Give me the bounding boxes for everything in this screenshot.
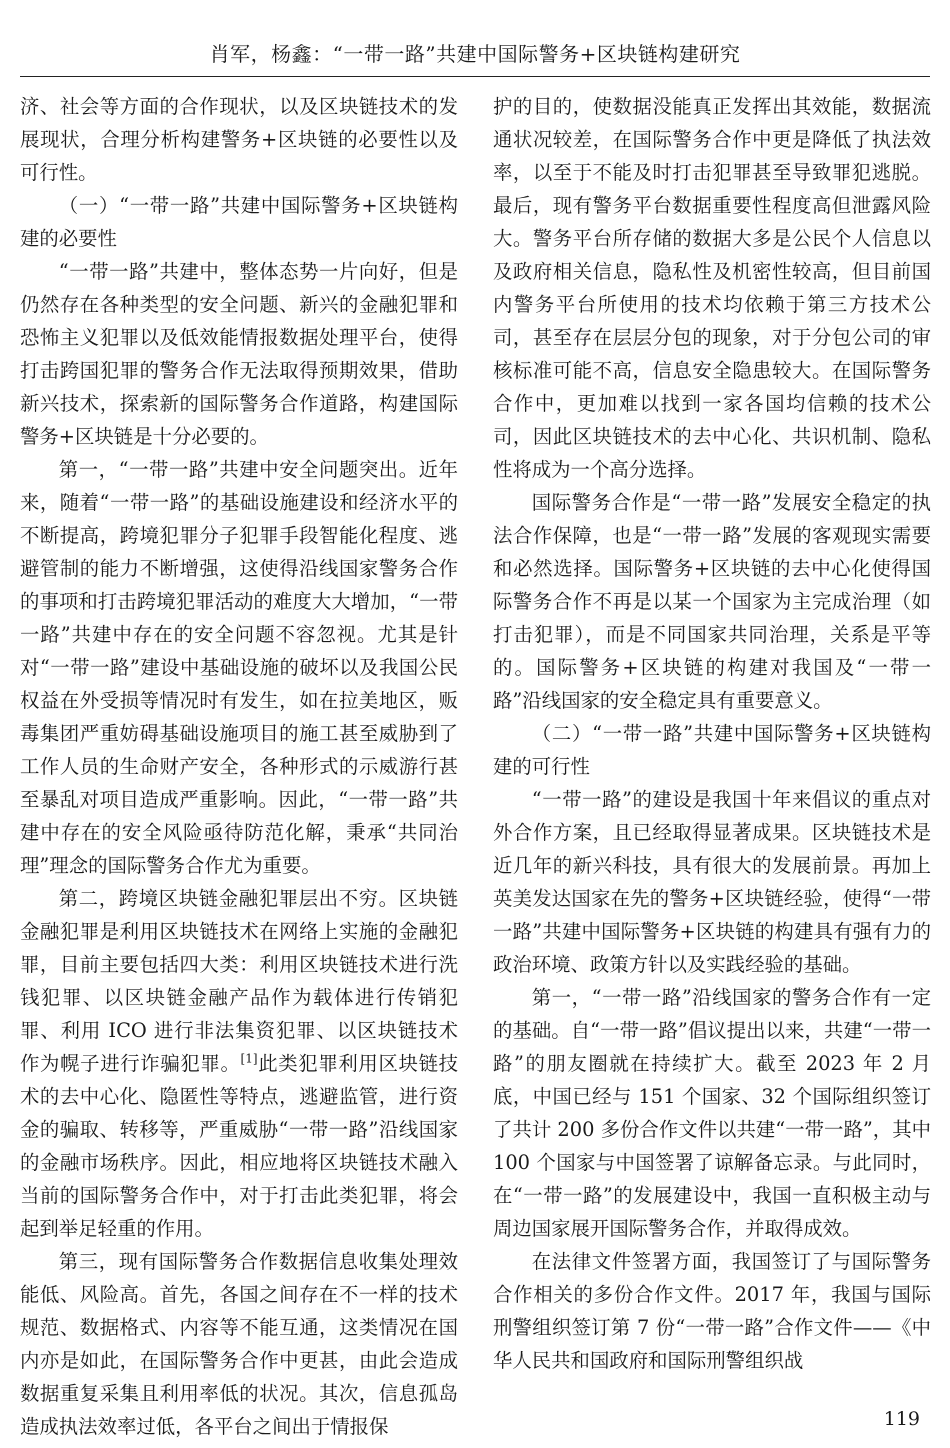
paragraph-text: 第二，跨境区块链金融犯罪层出不穷。区块链金融犯罪是利用区块链技术在网络上实施的金融犯罪，目前主要包括四大类：利用区块链技术进行洗钱犯罪、以区块链金融产品作为载体进行传销犯罪、利用 ICO 进行非法集资犯罪、以区块链技术作为幌子进行诈骗犯罪。 — [20, 887, 458, 1075]
paragraph — [20, 882, 458, 1245]
paragraph: “一带一路”的建设是我国十年来倡议的重点对外合作方案，且已经取得显著成果。区块链技术是近几年的新兴科技，具有很大的发展前景。再加上英美发达国家在先的警务+区块链经验，使得“一带一路”共建中国际警务+区块链的构建具有强有力的政治环境、政策方针以及实践经验的基础。 — [493, 788, 931, 976]
header-rule — [20, 76, 930, 77]
right-column — [493, 90, 931, 1377]
paragraph-text: 此类犯罪利用区块链技术的去中心化、隐匿性等特点，逃避监管，进行资金的骗取、转移等，严重威胁“一带一路”沿线国家的金融市场秩序。因此，相应地将区块链技术融入当前的国际警务合作中，对于打击此类犯罪，将会起到举足轻重的作用。 — [20, 1052, 459, 1240]
running-header — [0, 0, 950, 80]
citation-marker[interactable]: [1] — [240, 1051, 258, 1066]
paragraph: 护的目的，使数据没能真正发挥出其效能，数据流通状况较差，在国际警务合作中更是降低了执法效率，以至于不能及时打击犯罪甚至导致罪犯逃脱。最后，现有警务平台数据重要性程度高但泄露风险大。警务平台所存储的数据大多是公民个人信息以及政府相关信息，隐私性及机密性较高，但目前国内警务平台所使用的技术均依赖于第三方技术公司，甚至存在层层分包的现象，对于分包公司的审核标准可能不高，信息安全隐患较大。在国际警务合作中，更加难以找到一家各国均信赖的技术公司，因此区块链技术的去中心化、共识机制、隐私性将成为一个高分选择。 — [493, 95, 931, 481]
paragraph: 第三，现有国际警务合作数据信息收集处理效能低、风险高。首先，各国之间存在不一样的技术规范、数据格式、内容等不能互通，这类情况在国内亦是如此，在国际警务合作中更甚，由此会造成数据重复采集且利用率低的状况。其次，信息孤岛造成执法效率过低，各平台之间出于情报保 — [20, 1250, 458, 1438]
page-number: 119 — [883, 1408, 920, 1430]
paragraph: 国际警务合作是“一带一路”发展安全稳定的执法合作保障，也是“一带一路”发展的客观现实需要和必然选择。国际警务+区块链的去中心化使得国际警务合作不再是以某一个国家为主完成治理（如打击犯罪），而是不同国家共同治理，关系是平等的。国际警务+区块链的构建对我国及“一带一路”沿线国家的安全稳定具有重要意义。 — [493, 491, 931, 712]
running-header-title: 肖军，杨鑫：“一带一路”共建中国际警务+区块链构建研究 — [209, 42, 741, 66]
left-column — [20, 90, 458, 1443]
section-heading: （一）“一带一路”共建中国际警务+区块链构建的必要性 — [20, 194, 458, 250]
paragraph: 在法律文件签署方面，我国签订了与国际警务合作相关的多份合作文件。2017 年，我国与国际刑警组织签订第 7 份“一带一路”合作文件——《中华人民共和国政府和国际刑警组织战 — [493, 1250, 931, 1372]
paragraph: 济、社会等方面的合作现状，以及区块链技术的发展现状，合理分析构建警务+区块链的必要性以及可行性。 — [20, 95, 458, 184]
paragraph: 第一，“一带一路”共建中安全问题突出。近年来，随着“一带一路”的基础设施建设和经济水平的不断提高，跨境犯罪分子犯罪手段智能化程度、逃避管制的能力不断增强，这使得沿线国家警务合作的事项和打击跨境犯罪活动的难度大大增加，“一带一路”共建中存在的安全问题不容忽视。尤其是针对“一带一路”建设中基础设施的破坏以及我国公民权益在外受损等情况时有发生，如在拉美地区，贩毒集团严重妨碍基础设施项目的施工甚至威胁到了工作人员的生命财产安全，各种形式的示威游行甚至暴乱对项目造成严重影响。因此，“一带一路”共建中存在的安全风险亟待防范化解，秉承“共同治理”理念的国际警务合作尤为重要。 — [20, 458, 458, 877]
paragraph: 第一，“一带一路”沿线国家的警务合作有一定的基础。自“一带一路”倡议提出以来，共建“一带一路”的朋友圈就在持续扩大。截至 2023 年 2 月底，中国已经与 151 个国家、32 个国际组织签订了共计 200 多份合作文件以共建“一带一路”，其中 100 个国家与中国签署了谅解备忘录。与此同时，在“一带一路”的发展建设中，我国一直积极主动与周边国家展开国际警务合作，并取得成效。 — [493, 986, 931, 1240]
section-heading: （二）“一带一路”共建中国际警务+区块链构建的可行性 — [493, 722, 931, 778]
paragraph: “一带一路”共建中，整体态势一片向好，但是仍然存在各种类型的安全问题、新兴的金融犯罪和恐怖主义犯罪以及低效能情报数据处理平台，使得打击跨国犯罪的警务合作无法取得预期效果，借助新兴技术，探索新的国际警务合作道路，构建国际警务+区块链是十分必要的。 — [20, 260, 458, 448]
